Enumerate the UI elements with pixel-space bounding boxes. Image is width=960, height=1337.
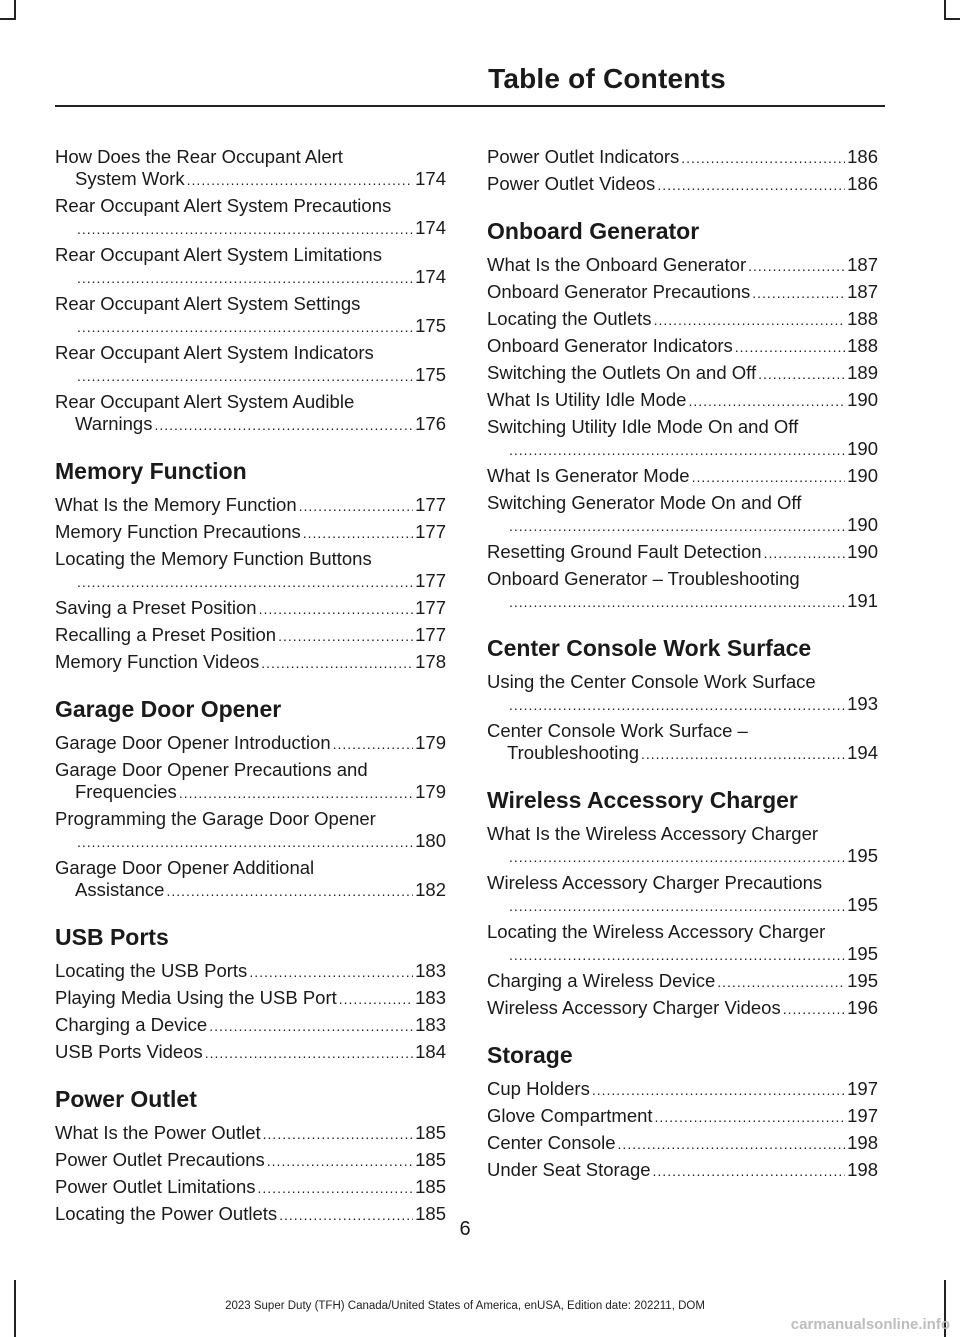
dot-leader	[509, 439, 845, 461]
dot-leader	[333, 733, 414, 755]
toc-entry-title: Memory Function Precautions	[55, 521, 301, 542]
dot-leader	[209, 1015, 413, 1037]
toc-entry[interactable]	[487, 970, 878, 993]
toc-entry[interactable]	[487, 254, 878, 277]
toc-entry-continuation	[487, 438, 878, 461]
dot-leader	[688, 390, 845, 412]
toc-entry-title: Garage Door Opener Introduction	[55, 732, 331, 753]
dot-leader	[258, 1177, 414, 1199]
toc-entry[interactable]	[487, 1132, 878, 1155]
toc-page-number: 176	[415, 413, 446, 434]
toc-entry[interactable]	[55, 1176, 446, 1199]
toc-page-number: 195	[847, 970, 878, 991]
toc-entry[interactable]	[55, 597, 446, 620]
toc-page-number: 183	[415, 960, 446, 981]
toc-entry-continuation	[55, 781, 446, 804]
toc-page-number: 179	[415, 732, 446, 753]
toc-entry-title: Playing Media Using the USB Port	[55, 987, 337, 1008]
toc-entry-continuation	[55, 266, 446, 289]
toc-entry[interactable]	[55, 1041, 446, 1064]
crop-mark	[944, 0, 946, 20]
toc-page-number: 186	[847, 173, 878, 194]
toc-entry-title: Using the Center Console Work Surface	[487, 671, 816, 692]
dot-leader	[692, 466, 846, 488]
toc-page-number: 195	[847, 894, 878, 915]
toc-entry[interactable]	[55, 624, 446, 647]
toc-entry-title-continued: System Work	[75, 168, 185, 189]
toc-page-number: 187	[847, 254, 878, 275]
toc-entry-title: Locating the Power Outlets	[55, 1203, 278, 1224]
toc-entry[interactable]	[55, 195, 446, 240]
dot-leader	[267, 1150, 413, 1172]
dot-leader	[509, 694, 845, 716]
toc-page-number: 194	[847, 742, 878, 763]
toc-entry-title: Rear Occupant Alert System Indicators	[55, 342, 374, 363]
toc-entry[interactable]	[55, 293, 446, 338]
toc-page-number: 187	[847, 281, 878, 302]
dot-leader	[77, 218, 413, 240]
dot-leader	[77, 571, 413, 593]
toc-entry[interactable]	[487, 492, 878, 537]
toc-entry[interactable]	[55, 732, 446, 755]
dot-leader	[654, 309, 846, 331]
toc-entry-title: What Is the Power Outlet	[55, 1122, 261, 1143]
toc-entry-title: What Is the Onboard Generator	[487, 254, 747, 275]
section-heading: Onboard Generator	[487, 218, 700, 244]
toc-entry[interactable]	[55, 960, 446, 983]
toc-entry[interactable]	[487, 720, 878, 765]
toc-entry[interactable]	[487, 921, 878, 966]
toc-entry[interactable]	[487, 997, 878, 1020]
toc-entry-title: Rear Occupant Alert System Precautions	[55, 195, 392, 216]
dot-leader	[205, 1042, 413, 1064]
toc-page-number: 183	[415, 987, 446, 1008]
crop-mark	[0, 18, 16, 20]
toc-entry[interactable]	[487, 1105, 878, 1128]
toc-entry[interactable]	[487, 389, 878, 412]
toc-entry-continuation	[487, 514, 878, 537]
dot-leader	[752, 282, 845, 304]
toc-entry[interactable]	[487, 308, 878, 331]
toc-page-number: 182	[415, 879, 446, 900]
dot-leader	[278, 625, 413, 647]
toc-page-number: 197	[847, 1105, 878, 1126]
toc-entry[interactable]	[487, 465, 878, 488]
toc-entry[interactable]	[487, 823, 878, 868]
toc-entry-title: Rear Occupant Alert System Settings	[55, 293, 361, 314]
section-heading: Garage Door Opener	[55, 696, 282, 722]
toc-entry-continuation	[55, 413, 446, 436]
toc-page-number: 178	[415, 651, 446, 672]
footer-edition-text: 2023 Super Duty (TFH) Canada/United States of America, enUSA, Edition date: 202211, DOM	[225, 1300, 705, 1312]
toc-page-number: 198	[847, 1159, 878, 1180]
toc-entry-continuation	[55, 168, 446, 191]
toc-entry-title: What Is Generator Mode	[487, 465, 690, 486]
dot-leader	[681, 147, 845, 169]
toc-entry-title: What Is Utility Idle Mode	[487, 389, 687, 410]
toc-page-number: 185	[415, 1149, 446, 1170]
toc-entry-continuation	[487, 742, 878, 765]
toc-page-number: 180	[415, 830, 446, 851]
toc-entry[interactable]	[55, 146, 446, 191]
toc-entry[interactable]	[487, 362, 878, 385]
toc-page-number: 193	[847, 693, 878, 714]
dot-leader	[764, 542, 846, 564]
toc-entry-title: Recalling a Preset Position	[55, 624, 277, 645]
toc-page-number: 185	[415, 1176, 446, 1197]
toc-entry-title-continued: Troubleshooting	[507, 742, 639, 763]
dot-leader	[166, 880, 413, 902]
toc-entry-title: Onboard Generator Indicators	[487, 335, 733, 356]
dot-leader	[717, 971, 845, 993]
toc-entry-continuation	[55, 217, 446, 240]
toc-entry-title-continued: Warnings	[75, 413, 153, 434]
toc-entry[interactable]	[55, 759, 446, 804]
dot-leader	[509, 944, 845, 966]
dot-leader	[509, 895, 845, 917]
toc-entry[interactable]	[487, 335, 878, 358]
page-header	[55, 55, 885, 107]
toc-entry-title: Rear Occupant Alert System Audible	[55, 391, 355, 412]
toc-page-number: 189	[847, 362, 878, 383]
toc-column-right	[487, 146, 878, 1186]
toc-page-number: 190	[847, 389, 878, 410]
toc-entry-title: Power Outlet Limitations	[55, 1176, 256, 1197]
toc-entry-continuation	[55, 364, 446, 387]
toc-entry-title: Cup Holders	[487, 1078, 590, 1099]
dot-leader	[748, 255, 845, 277]
dot-leader	[783, 998, 845, 1020]
page-title: Table of Contents	[488, 63, 726, 94]
toc-entry-continuation	[55, 879, 446, 902]
toc-page-number: 195	[847, 943, 878, 964]
toc-entry-title: Glove Compartment	[487, 1105, 653, 1126]
dot-leader	[641, 743, 845, 765]
toc-page-number: 195	[847, 845, 878, 866]
toc-page-number: 184	[415, 1041, 446, 1062]
toc-page-number: 197	[847, 1078, 878, 1099]
toc-page-number: 177	[415, 597, 446, 618]
section-heading: Storage	[487, 1042, 573, 1068]
toc-entry[interactable]	[55, 987, 446, 1010]
toc-page-number: 190	[847, 514, 878, 535]
toc-entry-title: Locating the USB Ports	[55, 960, 248, 981]
dot-leader	[509, 515, 845, 537]
toc-entry[interactable]	[487, 1159, 878, 1182]
toc-entry-title: Center Console Work Surface –	[487, 720, 748, 741]
dot-leader	[735, 336, 845, 358]
toc-entry-title: Switching Utility Idle Mode On and Off	[487, 416, 799, 437]
toc-entry[interactable]	[55, 548, 446, 593]
dot-leader	[259, 598, 414, 620]
dot-leader	[758, 363, 845, 385]
dot-leader	[154, 414, 413, 436]
toc-page-number: 196	[847, 997, 878, 1018]
toc-entry[interactable]	[55, 857, 446, 902]
toc-entry[interactable]	[487, 416, 878, 461]
toc-page-number: 177	[415, 494, 446, 515]
toc-entry-title: Charging a Device	[55, 1014, 208, 1035]
toc-page-number: 174	[415, 168, 446, 189]
toc-entry[interactable]	[55, 1122, 446, 1145]
toc-entry[interactable]	[487, 541, 878, 564]
toc-entry[interactable]	[55, 244, 446, 289]
toc-page-number: 174	[415, 266, 446, 287]
toc-entry-title: Resetting Ground Fault Detection	[487, 541, 762, 562]
toc-entry[interactable]	[487, 173, 878, 196]
toc-entry-title: How Does the Rear Occupant Alert	[55, 146, 343, 167]
toc-entry-title: Power Outlet Videos	[487, 173, 656, 194]
toc-entry-continuation	[487, 943, 878, 966]
toc-page-number: 177	[415, 521, 446, 542]
toc-entry-title: What Is the Memory Function	[55, 494, 297, 515]
dot-leader	[657, 174, 845, 196]
toc-entry-title: What Is the Wireless Accessory Charger	[487, 823, 819, 844]
dot-leader	[77, 365, 413, 387]
toc-entry[interactable]	[55, 808, 446, 853]
toc-entry[interactable]	[487, 872, 878, 917]
toc-entry-title: Garage Door Opener Additional	[55, 857, 315, 878]
dot-leader	[179, 782, 413, 804]
dot-leader	[261, 652, 413, 674]
toc-entry-continuation	[487, 845, 878, 868]
toc-entry-title-continued: Assistance	[75, 879, 165, 900]
toc-entry-title: Power Outlet Precautions	[55, 1149, 265, 1170]
toc-entry-title: Garage Door Opener Precautions and	[55, 759, 368, 780]
toc-entry-title: Wireless Accessory Charger Precautions	[487, 872, 823, 893]
section-heading: Memory Function	[55, 458, 247, 484]
section-heading: Center Console Work Surface	[487, 635, 812, 661]
toc-entry-title: Power Outlet Indicators	[487, 146, 680, 167]
toc-entry-title: Locating the Memory Function Buttons	[55, 548, 372, 569]
toc-page-number: 185	[415, 1203, 446, 1224]
toc-page-number: 179	[415, 781, 446, 802]
toc-page-number: 177	[415, 570, 446, 591]
toc-entry-title: Switching the Outlets On and Off	[487, 362, 757, 383]
toc-page-number: 175	[415, 315, 446, 336]
dot-leader	[77, 316, 413, 338]
toc-entry-title: Switching Generator Mode On and Off	[487, 492, 802, 513]
toc-page-number: 190	[847, 438, 878, 459]
toc-entry[interactable]	[55, 494, 446, 517]
crop-mark	[944, 18, 960, 20]
toc-entry[interactable]	[487, 146, 878, 169]
crop-mark	[14, 0, 16, 20]
toc-entry[interactable]	[55, 651, 446, 674]
toc-column-left	[55, 146, 446, 1230]
toc-entry[interactable]	[55, 342, 446, 387]
toc-entry[interactable]	[55, 521, 446, 544]
toc-entry[interactable]	[55, 1149, 446, 1172]
toc-entry-title-continued: Frequencies	[75, 781, 177, 802]
toc-entry-title: Saving a Preset Position	[55, 597, 257, 618]
toc-page-number: 190	[847, 465, 878, 486]
toc-page-number: 183	[415, 1014, 446, 1035]
dot-leader	[655, 1106, 846, 1128]
dot-leader	[263, 1123, 413, 1145]
dot-leader	[299, 495, 414, 517]
dot-leader	[339, 988, 413, 1010]
toc-page-number: 175	[415, 364, 446, 385]
section-heading: Power Outlet	[55, 1086, 197, 1112]
toc-entry[interactable]	[55, 1014, 446, 1037]
toc-entry-title: Locating the Wireless Accessory Charger	[487, 921, 826, 942]
toc-entry-title: Charging a Wireless Device	[487, 970, 716, 991]
toc-entry[interactable]	[487, 671, 878, 716]
toc-entry-continuation	[55, 830, 446, 853]
toc-entry-title: Programming the Garage Door Opener	[55, 808, 376, 829]
toc-entry-title: Locating the Outlets	[487, 308, 652, 329]
toc-entry-title: Onboard Generator Precautions	[487, 281, 751, 302]
dot-leader	[187, 169, 413, 191]
toc-entry-continuation	[487, 894, 878, 917]
dot-leader	[509, 846, 845, 868]
dot-leader	[249, 961, 413, 983]
toc-entry[interactable]	[487, 568, 878, 613]
toc-page-number: 188	[847, 308, 878, 329]
toc-page-number: 185	[415, 1122, 446, 1143]
toc-entry-title: Rear Occupant Alert System Limitations	[55, 244, 382, 265]
dot-leader	[509, 591, 845, 613]
watermark: carmanualsonline.info	[790, 1316, 950, 1333]
toc-page-number: 198	[847, 1132, 878, 1153]
dot-leader	[303, 522, 413, 544]
toc-entry-continuation	[487, 693, 878, 716]
toc-entry-title: Under Seat Storage	[487, 1159, 651, 1180]
dot-leader	[618, 1133, 846, 1155]
toc-entry[interactable]	[487, 281, 878, 304]
toc-page-number: 191	[847, 590, 878, 611]
toc-entry-title: Memory Function Videos	[55, 651, 260, 672]
dot-leader	[77, 267, 413, 289]
dot-leader	[592, 1079, 845, 1101]
section-heading: USB Ports	[55, 924, 169, 950]
dot-leader	[77, 831, 413, 853]
toc-page-number: 190	[847, 541, 878, 562]
dot-leader	[653, 1160, 846, 1182]
toc-entry-continuation	[55, 570, 446, 593]
toc-entry-continuation	[55, 315, 446, 338]
toc-entry-title: USB Ports Videos	[55, 1041, 203, 1062]
toc-page-number: 174	[415, 217, 446, 238]
toc-page-number: 188	[847, 335, 878, 356]
toc-entry-title: Center Console	[487, 1132, 616, 1153]
toc-entry-continuation	[487, 590, 878, 613]
toc-entry-title: Onboard Generator – Troubleshooting	[487, 568, 800, 589]
page-number: 6	[459, 1218, 471, 1240]
toc-entry[interactable]	[55, 391, 446, 436]
toc-page-number: 177	[415, 624, 446, 645]
toc-page-number: 186	[847, 146, 878, 167]
toc-entry[interactable]	[487, 1078, 878, 1101]
toc-entry-title: Wireless Accessory Charger Videos	[487, 997, 781, 1018]
section-heading: Wireless Accessory Charger	[487, 787, 798, 813]
